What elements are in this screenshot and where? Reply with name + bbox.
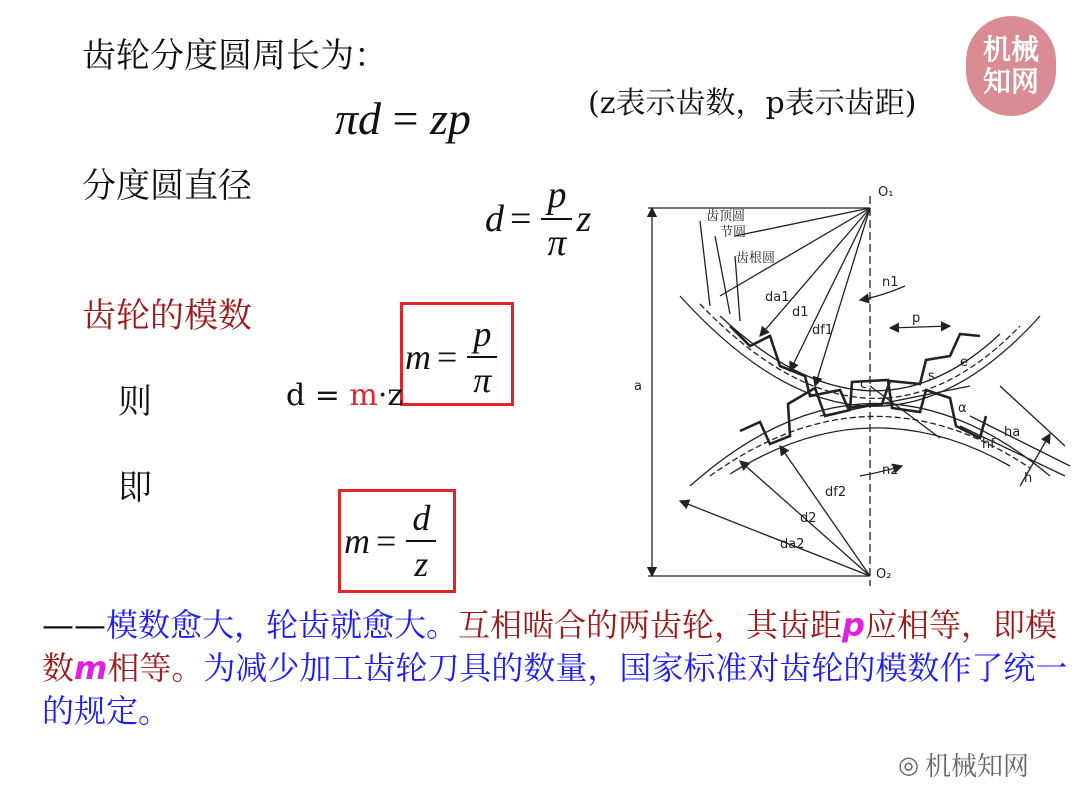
formula-eq: = bbox=[376, 521, 397, 561]
label-c: c bbox=[860, 377, 868, 392]
symbol-p: p bbox=[842, 606, 865, 644]
formula-module2 bbox=[344, 500, 440, 582]
label-n1: n1 bbox=[882, 275, 899, 290]
text-part2: 互相啮合的两齿轮，其齿距 bbox=[458, 606, 843, 644]
formula-eq: = bbox=[392, 93, 419, 144]
formula-module bbox=[405, 316, 501, 398]
label-da2: da2 bbox=[780, 537, 805, 552]
formula-lhs: πd bbox=[335, 93, 382, 144]
label-hf: hf bbox=[982, 437, 995, 452]
dash: —— bbox=[42, 606, 106, 644]
formula-m: m bbox=[349, 378, 378, 413]
watermark bbox=[898, 746, 1029, 783]
formula-eq: = bbox=[510, 198, 532, 240]
label-p: p bbox=[912, 311, 921, 326]
fraction-num: p bbox=[467, 316, 497, 358]
formula-d: d = bbox=[286, 378, 350, 413]
label-ie: 即 bbox=[118, 468, 152, 508]
fraction-d-z bbox=[406, 500, 436, 582]
symbol-m: m bbox=[74, 649, 108, 687]
text-part5: 相等。 bbox=[107, 649, 204, 687]
logo-line1: 机械 bbox=[982, 33, 1039, 66]
fraction-den: π bbox=[473, 360, 492, 400]
formula-circumference bbox=[335, 92, 471, 145]
text-part3: 应相等， bbox=[864, 606, 993, 644]
formula-d: d bbox=[485, 198, 504, 240]
label-da1: da1 bbox=[765, 290, 790, 305]
fraction-p-pi bbox=[467, 316, 497, 398]
note-text: (z表示齿数，p表示齿距) bbox=[588, 86, 917, 121]
text-part6: 为减少加工齿轮刀具的数量，国家标准对齿轮的模数作了统一的规定。 bbox=[42, 649, 1068, 730]
label-a: a bbox=[634, 379, 642, 394]
label-addendum-circle: 齿顶圆 bbox=[706, 209, 746, 224]
text-part1: 模数愈大，轮齿就愈大。 bbox=[106, 606, 459, 644]
formula-d-mz bbox=[286, 378, 403, 413]
formula-m: m bbox=[344, 521, 370, 561]
label-e: e bbox=[960, 355, 968, 370]
heading-diameter: 分度圆直径 bbox=[82, 166, 252, 206]
fraction-p-pi bbox=[541, 176, 572, 262]
formula-eq: = bbox=[437, 337, 458, 377]
formula-diameter bbox=[485, 176, 591, 262]
logo-line2: 知网 bbox=[982, 65, 1039, 98]
wechat-icon: ◎ bbox=[898, 750, 919, 779]
label-dedendum-circle: 齿根圆 bbox=[736, 251, 776, 266]
text-part4: 即模数 bbox=[42, 606, 1057, 687]
label-d2: d2 bbox=[800, 511, 817, 526]
label-h: h bbox=[1024, 471, 1033, 486]
formula-m: m bbox=[405, 337, 431, 377]
fraction-num: d bbox=[406, 500, 436, 542]
label-df2: df2 bbox=[825, 485, 847, 500]
label-o1: O₁ bbox=[878, 185, 894, 200]
label-pitch-circle: 节圆 bbox=[720, 225, 747, 240]
label-n2: n2 bbox=[882, 463, 899, 478]
label-then: 则 bbox=[118, 382, 152, 422]
gear-mesh-diagram bbox=[620, 176, 1080, 596]
label-o2: O₂ bbox=[876, 567, 892, 582]
heading-module: 齿轮的模数 bbox=[82, 296, 252, 336]
label-s: s bbox=[928, 369, 935, 384]
label-d1: d1 bbox=[792, 305, 809, 320]
label-alpha: α bbox=[958, 401, 967, 416]
label-ha: ha bbox=[1004, 425, 1021, 440]
formula-z: z bbox=[576, 198, 592, 240]
label-df1: df1 bbox=[812, 323, 834, 338]
formula-rhs: zp bbox=[430, 93, 471, 144]
explanation-paragraph bbox=[42, 604, 1072, 733]
formula-rest: ·z bbox=[377, 378, 404, 413]
fraction-num: p bbox=[541, 176, 572, 220]
watermark-text: 机械知网 bbox=[924, 752, 1029, 782]
logo bbox=[966, 16, 1056, 116]
fraction-den: π bbox=[547, 222, 567, 264]
heading-circumference: 齿轮分度圆周长为： bbox=[82, 36, 388, 76]
fraction-den: z bbox=[414, 544, 429, 584]
